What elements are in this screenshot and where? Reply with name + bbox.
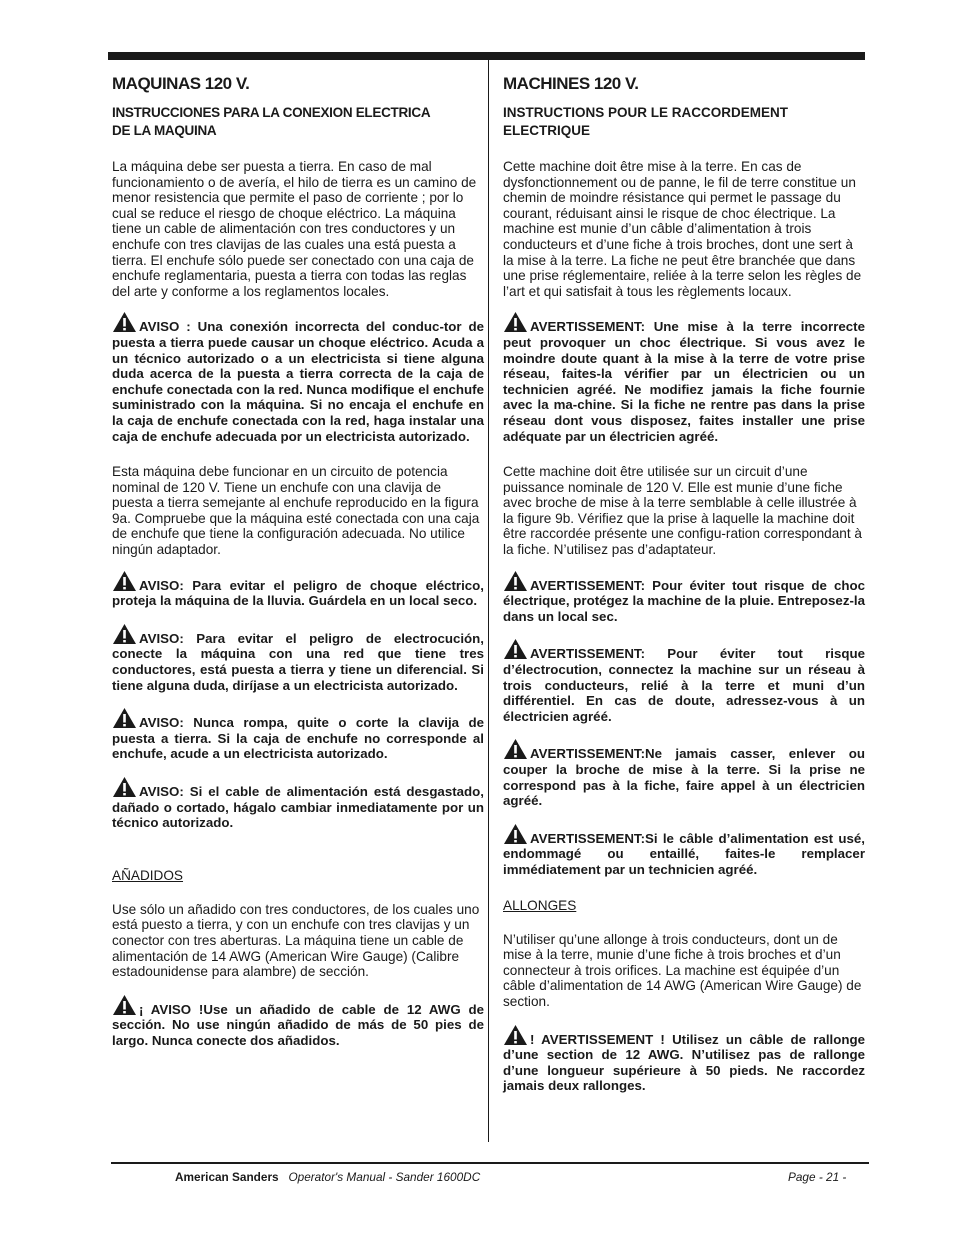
warning-triangle-icon [112,776,137,798]
french-subtitle-line1: INSTRUCTIONS POUR LE RACCORDEMENT [503,105,789,120]
footer-page-number: Page - 21 - [788,1170,847,1184]
french-warning-3: AVERTISSEMENT: Pour éviter tout risque d’électrocution, connectez la machine sur un réseau à trois conducteurs, relié à la terre et muni d’un différentiel. En cas de doute, adressez-vous à un électricien agréé. [503,638,865,724]
french-section-heading: ALLONGES [503,897,577,913]
footer-brand: American Sanders [175,1170,279,1184]
spanish-warning-5: AVISO: Si el cable de alimentación está desgastado, dañado o cortado, hágalo cambiar inmediatamente por un técnico autorizado. [112,776,484,831]
french-subtitle-line2: ELECTRIQUE [503,123,591,138]
footer-rule [111,1162,869,1164]
warning-triangle-icon [503,570,528,592]
french-subtitle [503,104,865,140]
spanish-subtitle [112,104,484,140]
french-warning-5: AVERTISSEMENT:Si le câble d’alimentation est usé, endommagé ou entaillé, faites-le remplacer immédiatement par un technicien agréé. [503,823,865,878]
warning-triangle-icon [112,570,137,592]
warning-triangle-icon [112,707,137,729]
spanish-warning-3: AVISO: Para evitar el peligro de electrocución, conecte la máquina con una red que tiene tres conductores, está puesta a tierra y tiene un diferencial. Si tiene alguna duda, diríjase a un electricista autorizado. [112,623,484,693]
footer-manual-title: Operator's Manual - Sander 1600DC [288,1170,481,1184]
warning-triangle-icon [503,311,528,333]
column-divider [488,60,489,1142]
spanish-subtitle-line2: DE LA MAQUINA [112,123,217,138]
french-title: MACHINES 120 V. [503,74,639,93]
french-intro: Cette machine doit être mise à la terre. En cas de dysfonctionnement ou de panne, le fil de terre constitue un chemin de moindre résistance qui permet le passage du courant, réduisant ainsi le risque de choc électrique. La machine est munie d’un câble d’alimentation à trois conducteurs et d’une fiche à trois broches, dont une sert à la mise à la terre. La fiche ne peut être branchée que dans une prise réglementaire, reliée à la terre selon les règles de l’art et qui satisfait à tous les règlements locaux. [503,159,862,299]
warning-triangle-icon [112,994,137,1016]
spanish-warning-4: AVISO: Nunca rompa, quite o corte la clavija de puesta a tierra. Si la caja de enchufe no corresponde al enchufe, acude a un electricista autorizado. [112,707,484,762]
spanish-title: MAQUINAS 120 V. [112,74,250,93]
spanish-column [112,60,484,1049]
warning-triangle-icon [503,1024,528,1046]
warning-triangle-icon [112,623,137,645]
warning-triangle-icon [503,638,528,660]
french-extension-text: N’utiliser qu’une allonge à trois conducteurs, dont un de mise à la terre, munie d’une fiche à trois broches et d’un connecteur à trois orifices. La machine est équipée d’un câble d’alimentation de 14 AWG (American Wire Gauge) de section. [503,931,862,1009]
top-rule [108,52,865,60]
french-warning-2: AVERTISSEMENT: Pour éviter tout risque de choc électrique, protégez la machine de la pluie. Entreposez-la dans un local sec. [503,570,865,625]
spanish-extension-text: Use sólo un añadido con tres conductores, de los cuales uno está puesto a tierra, y con un enchufe con tres clavijas y un conector con tres aberturas. La máquina tiene un cable de alimentación de 14 AWG (American Wire Gauge) (Calibre estadounidense para alambre) de sección. [112,901,480,980]
warning-triangle-icon [112,311,137,333]
warning-triangle-icon [503,823,528,845]
spanish-subtitle-line1: INSTRUCCIONES PARA LA CONEXION ELECTRICA [112,105,431,120]
french-warning-6: ! AVERTISSEMENT ! Utilisez un câble de rallonge d’une section de 12 AWG. N’utilisez pas de rallonge d’une longueur supérieure à 50 pieds. Ne raccordez jamais deux rallonges. [503,1024,865,1094]
spanish-intro: La máquina debe ser puesta a tierra. En caso de mal funcionamiento o de avería, el hilo de tierra es un camino de menor resistencia que permite el paso de corriente ; por lo cual se reduce el riesgo de choque eléctrico. La máquina tiene un cable de alimentación con tres conductores y un enchufe con tres clavijas de las cuales una está puesta a tierra. El enchufe sólo puede ser conectado con una caja de enchufe reglamentaria, puesta a tierra con todas las reglas del arte y conforme a los reglamentos locales. [112,159,477,299]
french-warning-4: AVERTISSEMENT:Ne jamais casser, enlever ou couper la broche de mise à la terre. Si la prise ne correspond pas à la fiche, faire appel à un électricien agréé. [503,738,865,808]
spanish-warning-6: ¡ AVISO !Use un añadido de cable de 12 AWG de sección. No use ningún añadido de más de 50 pies de largo. Nunca conecte dos añadidos. [112,994,484,1049]
french-column [503,60,865,1094]
spanish-section-heading: AÑADIDOS [112,867,184,883]
french-warning-1: AVERTISSEMENT: Une mise à la terre incorrecte peut provoquer un choc électrique. Si vous avez le moindre doute quant à la mise à la terre de votre prise réseau, faites-la vérifier par un électricien ou un technicien agréé. Ne modifiez jamais la fiche fournie avec la ma-chine. Si la fiche ne rentre pas dans la prise réseau dont vous disposez, faites installer une prise adéquate par un électricien agréé. [503,311,865,444]
spanish-warning-1: AVISO : Una conexión incorrecta del conduc-tor de puesta a tierra puede causar un choque eléctrico. Acuda a un técnico autorizado o a un electricista si tiene alguna duda acerca de la puesta a tierra correcta de la caja de enchufe conectada con la red. Nunca modifique el enchufe suministrado con la máquina. Si no encaja el enchufe en la caja de enchufe conectada con la red, haga instalar una caja de enchufe adecuada por un electricista autorizado. [112,311,484,444]
warning-triangle-icon [503,738,528,760]
french-circuit-text: Cette machine doit être utilisée sur un circuit d’une puissance nominale de 120 V. Elle est munie d’une fiche avec broche de mise à la terre semblable à celle illustrée à la figure 9b. Vérifiez que la prise à laquelle la machine doit être raccordée présente une configu-ration correspondant à la fiche. N’utilisez pas d’adaptateur. [503,464,862,558]
spanish-circuit-text: Esta máquina debe funcionar en un circuito de potencia nominal de 120 V. Tiene un enchufe con una clavija de puesta a tierra semejante al enchufe reproducido en la figura 9a. Compruebe que la máquina esté conectada con una caja de enchufe que tiene la configuración adecuada. No utilice ningún adaptador. [112,464,480,558]
footer-left [175,1170,480,1184]
spanish-warning-2: AVISO: Para evitar el peligro de choque eléctrico, proteja la máquina de la lluvia. Guárdela en un local seco. [112,570,484,609]
